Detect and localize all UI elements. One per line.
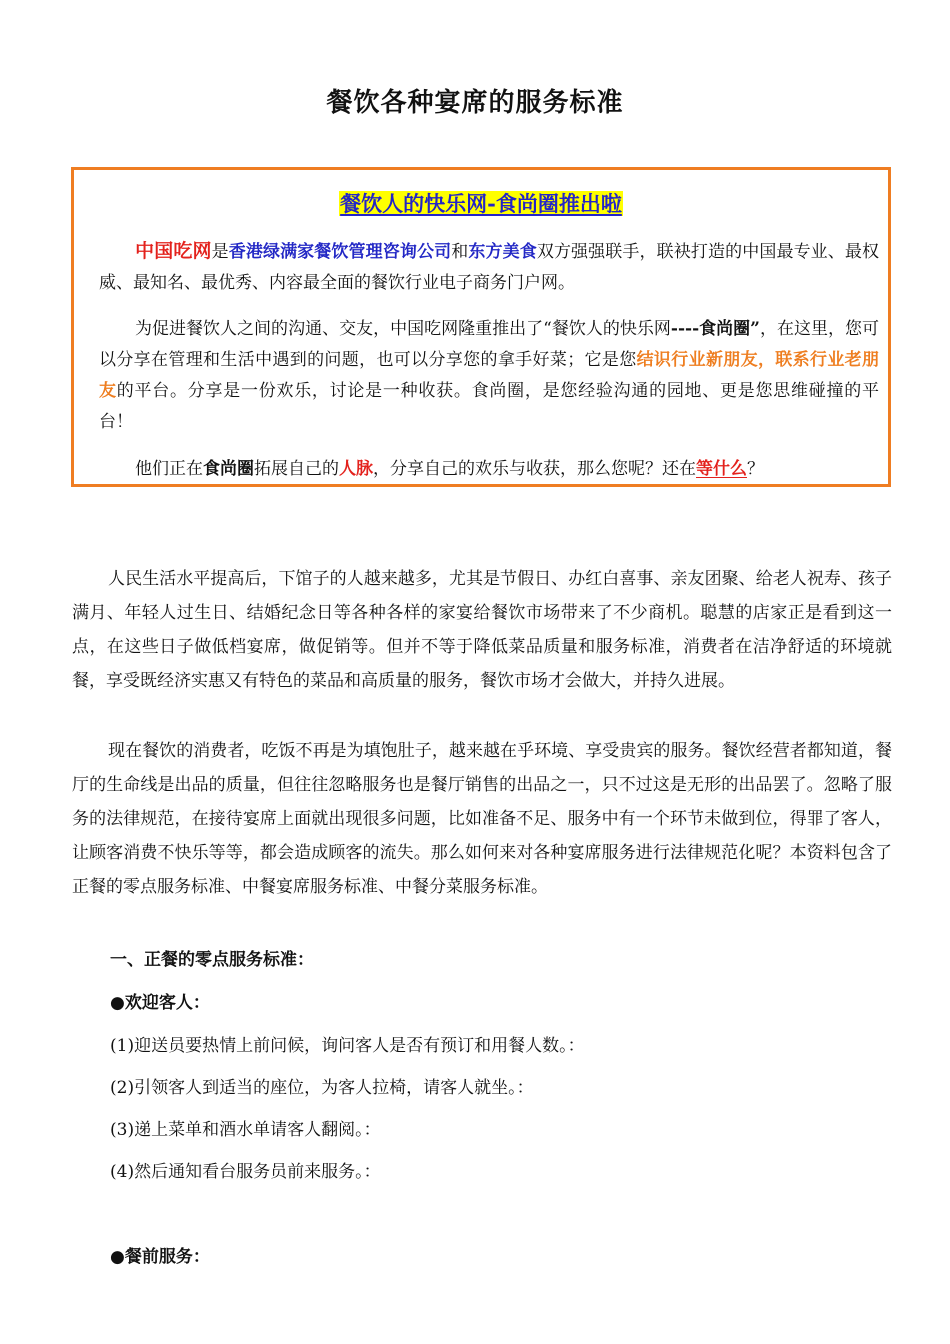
body-paragraph-2 bbox=[72, 734, 892, 904]
red-run: 人脉 bbox=[339, 459, 373, 479]
company-name-2: 东方美食 bbox=[468, 242, 537, 262]
text-run: ，分享自己的欢乐与收获，那么您呢？还在 bbox=[373, 459, 696, 479]
promo-box bbox=[71, 167, 891, 487]
text-run: 的平台。分享是一份欢乐，讨论是一种收获。食尚圈，是您经验沟通的园地、更是您思维碰撞的平台！ bbox=[99, 381, 880, 432]
list-item: (4)然后通知看台服务员前来服务。： bbox=[110, 1162, 381, 1182]
promo-heading bbox=[74, 188, 888, 220]
highlight-run: 结识行业新朋友，联系行业老朋友 bbox=[99, 350, 880, 401]
text-run: 人民生活水平提高后，下馆子的人越来越多，尤其是节假日、办红白喜事、亲友团聚、给老人祝寿、孩子满月、年轻人过生日、结婚纪念日等各种各样的家宴给餐饮市场带来了不少商机。聪慧的店家正是看到这一点，在这些日子做低档宴席，做促销等。但并不等于降低菜品质量和服务标准，消费者在洁净舒适的环境就餐，享受既经济实惠又有特色的菜品和高质量的服务，餐饮市场才会做大，并持久进展。 bbox=[72, 569, 892, 691]
text-run: 为促进餐饮人之间的沟通、交友，中国吃网隆重推出了“餐饮人的快乐网 bbox=[135, 319, 671, 339]
section-heading-1: 一、正餐的零点服务标准： bbox=[110, 950, 314, 970]
bold-run: ----食尚圈” bbox=[670, 319, 760, 339]
promo-paragraph-3 bbox=[99, 454, 879, 485]
text-run: 他们正在 bbox=[135, 459, 203, 479]
list-item: (2)引领客人到适当的座位，为客人拉椅，请客人就坐。： bbox=[110, 1078, 534, 1098]
bullet-heading-pre-meal: ●餐前服务： bbox=[110, 1247, 210, 1267]
text-run: 双方强强联手，联袂打造的中国最专业、最权威、最知名、最优秀、内容最全面的餐饮行业电子商务门户网。 bbox=[99, 242, 880, 293]
text-run: ，在这里，您可以分享在管理和生活中遇到的问题，也可以分享您的拿手好菜；它是您 bbox=[99, 319, 879, 370]
promo-paragraph-1 bbox=[99, 236, 879, 299]
bold-run: 食尚圈 bbox=[203, 459, 254, 479]
list-item: (3)递上菜单和酒水单请客人翻阅。： bbox=[110, 1120, 381, 1140]
list-item: (1)迎送员要热情上前问候，询问客人是否有预订和用餐人数。： bbox=[110, 1036, 585, 1056]
document-title: 餐饮各种宴席的服务标准 bbox=[326, 88, 624, 118]
text-run: ？ bbox=[747, 459, 764, 479]
text-run: 和 bbox=[451, 242, 469, 262]
promo-link[interactable]: 等什么 bbox=[696, 459, 747, 479]
bullet-heading-welcome: ●欢迎客人： bbox=[110, 993, 210, 1013]
brand-name: 中国吃网 bbox=[135, 240, 212, 262]
promo-heading-text: 餐饮人的快乐网-食尚圈推出啦 bbox=[340, 191, 622, 216]
company-name-1: 香港绿满家餐饮管理咨询公司 bbox=[228, 242, 452, 262]
promo-paragraph-2 bbox=[99, 314, 879, 438]
body-paragraph-1 bbox=[72, 562, 892, 698]
text-run: 现在餐饮的消费者，吃饭不再是为填饱肚子，越来越在乎环境、享受贵宾的服务。餐饮经营者都知道，餐厅的生命线是出品的质量，但往往忽略服务也是餐厅销售的出品之一，只不过这是无形的出品罢了。忽略了服务的法律规范，在接待宴席上面就出现很多问题，比如准备不足、服务中有一个环节未做到位，得罪了客人，让顾客消费不快乐等等，都会造成顾客的流失。那么如何来对各种宴席服务进行法律规范化呢？本资料包含了正餐的零点服务标准、中餐宴席服务标准、中餐分菜服务标准。 bbox=[72, 741, 892, 897]
text-run: 拓展自己的 bbox=[254, 459, 339, 479]
text-run: 是 bbox=[211, 242, 229, 262]
